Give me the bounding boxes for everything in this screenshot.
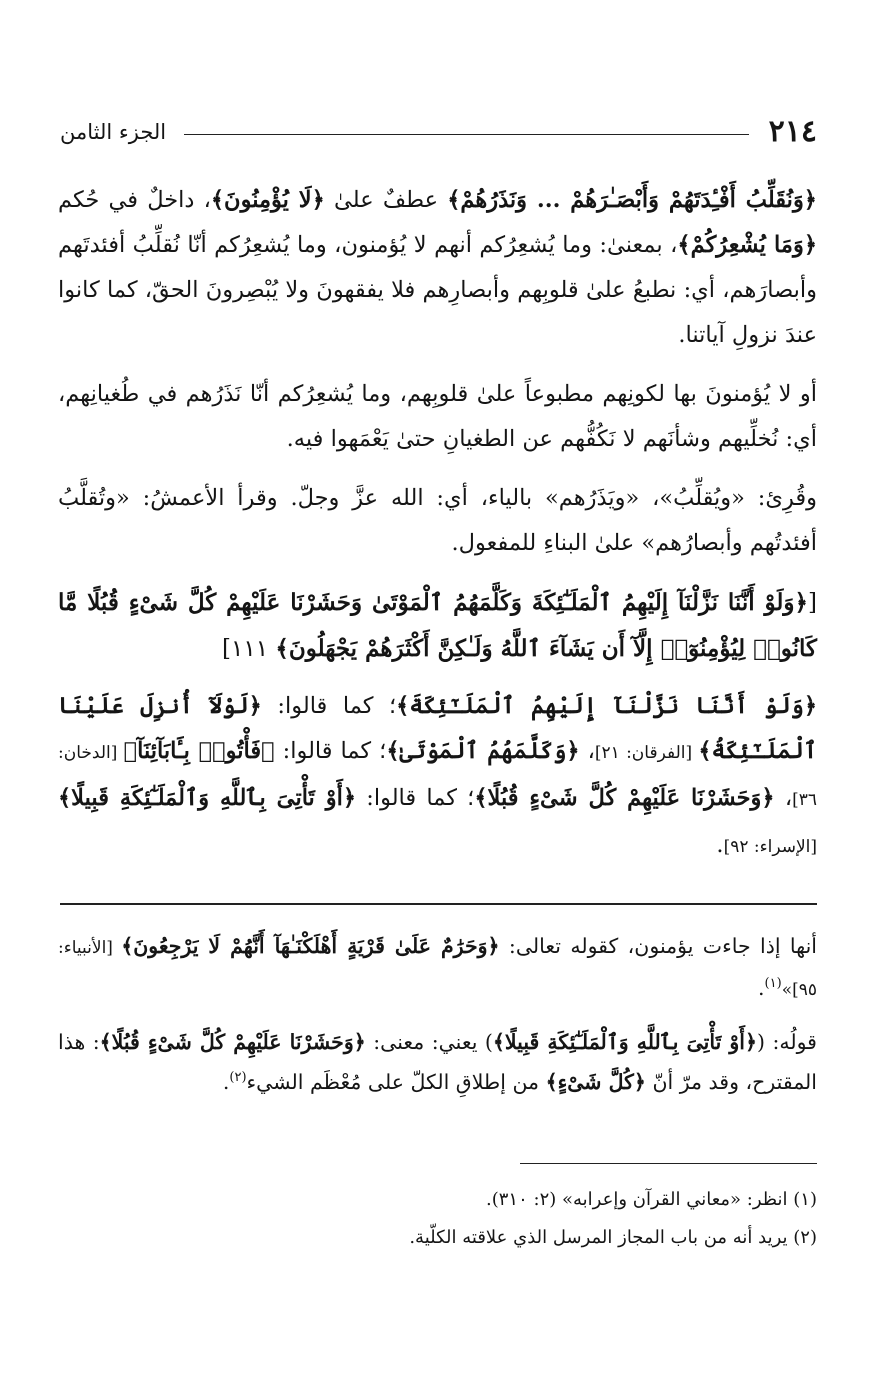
running-header — [60, 112, 817, 152]
text-span: : هذا المقترح، وقد مرّ أنّ — [58, 1030, 817, 1094]
quran-quote: ﴿كُلَّ شَىْءٍ﴾ — [545, 1070, 646, 1094]
quran-quote: ﴿فَأْتُوا۟ بِـَٔابَآئِنَآ﴾ — [123, 738, 275, 764]
quran-quote: ﴿أَوْ تَأْتِىَ بِٱللَّهِ وَٱلْمَلَـٰٓئِكَةِ قَبِيلًا﴾ — [492, 1030, 757, 1054]
footnote-rule — [520, 1163, 817, 1164]
footnotes — [58, 1182, 817, 1258]
surah-reference: [الفرقان: ٢١] — [594, 743, 699, 763]
text-span: أنها إذا جاءت يؤمنون، كقوله تعالى: — [499, 934, 817, 958]
commentary-paragraph-1 — [58, 926, 817, 1010]
quran-quote: ﴿وَحَشَرْنَا عَلَيْهِمْ كُلَّ شَىْءٍ قُبُلًا﴾ — [474, 785, 775, 811]
footnote-marker: (٢) — [229, 1070, 247, 1086]
text-span: . — [222, 1070, 230, 1094]
page-number: ٢١٤ — [768, 114, 817, 149]
main-text — [58, 178, 817, 884]
commentary-divider — [60, 903, 817, 905]
quran-quote: ﴿وَحَرَٰمٌ عَلَىٰ قَرْيَةٍ أَهْلَكْنَـٰهَآ أَنَّهُمْ لَا يَرْجِعُونَ﴾ — [121, 934, 500, 958]
text-span: ، — [579, 738, 595, 764]
text-span: . — [716, 832, 724, 858]
quran-quote: ﴿وَحَشَرْنَا عَلَيْهِمْ كُلَّ شَىْءٍ قُبُلًا﴾ — [99, 1030, 366, 1054]
surah-reference: [الإسراء: ٩٢] — [723, 837, 817, 857]
commentary-text — [58, 926, 817, 1114]
commentary-paragraph-2 — [58, 1022, 817, 1102]
surah-reference: [الدخان: ٣٦] — [58, 743, 817, 810]
surah-reference: [الأنبياء: ٩٥]» — [58, 938, 817, 1000]
footnote-1: (١) انظر: «معاني القرآن وإعرابه» (٢: ٣١٠). — [486, 1189, 817, 1210]
verse-number: ١١١] — [222, 636, 276, 662]
quran-quote: ﴿وَمَا يُشْعِرُكُمْ﴾ — [677, 232, 818, 258]
paragraph-1 — [58, 178, 817, 358]
text-span: عطفٌ علىٰ — [324, 187, 448, 213]
quran-quote: ﴿وَلَوْ أَنَّنَا نَزَّلْنَآ إِلَيْهِمُ ٱلْمَلَـٰٓئِكَةَ﴾ — [396, 693, 818, 719]
footnote-2: (٢) يريد أنه من باب المجاز المرسل الذي علاقته الكلّية. — [409, 1227, 817, 1248]
quran-quote: ﴿لَوْلَآ أُنزِلَ عَلَيْنَا ٱلْمَلَـٰٓئِكَةُ﴾ — [58, 693, 818, 764]
text-span: قولُه: ( — [757, 1030, 817, 1054]
quran-quote: ﴿وَكَلَّمَهُمُ ٱلْمَوْتَىٰ﴾ — [386, 738, 580, 764]
text-span: ) يعني: معنى: — [365, 1030, 493, 1054]
bracket-open: [ — [808, 590, 817, 616]
quran-quote: ﴿أَوْ تَأْتِىَ بِٱللَّهِ وَٱلْمَلَـٰٓئِكَةِ قَبِيلًا﴾ — [58, 785, 357, 811]
text-span: ؛ كما قالوا: — [261, 693, 397, 719]
quran-quote: ﴿وَنُقَلِّبُ أَفْـِٔدَتَهُمْ وَأَبْصَـٰرَهُمْ ... وَنَذَرُهُمْ﴾ — [447, 187, 817, 213]
text-span: ، بمعنىٰ: وما يُشعِرُكم أنهم لا يُؤمنون، وما يُشعِرُكم أنّا نُقلِّبُ أفئدتَهم وأبصارَهم، أي: نطبعُ علىٰ قلوبِهم وأبصارِهم فلا يفقهونَ ولا يُبْصِرونَ الحقّ، كما كانوا عندَ نزولِ آياتنا. — [58, 232, 817, 348]
paragraph-5 — [58, 684, 817, 870]
text-span: . — [758, 976, 765, 1000]
quran-verse: ﴿وَلَوْ أَنَّنَا نَزَّلْنَآ إِلَيْهِمُ ٱلْمَلَـٰٓئِكَةَ وَكَلَّمَهُمُ ٱلْمَوْتَىٰ وَحَشَرْنَا عَلَيْهِمْ كُلَّ شَىْءٍ قُبُلًا مَّا كَانُوا۟ لِيُؤْمِنُوٓا۟ إِلَّآ أَن يَشَآءَ ٱللَّهُ وَلَـٰكِنَّ أَكْثَرَهُمْ يَجْهَلُونَ﴾ — [58, 589, 817, 662]
quran-quote: ﴿لَا يُؤْمِنُونَ﴾ — [210, 187, 325, 213]
header-rule — [184, 134, 749, 135]
footnote-marker: (١) — [764, 976, 782, 992]
text-span: ، — [774, 785, 793, 811]
part-title: الجزء الثامن — [60, 120, 167, 144]
paragraph-3: وقُرِئ: «ويُقلِّبُ»، «ويَذَرُهم» بالياء، أي: الله عزَّ وجلّ. وقرأ الأعمشُ: «وتُقلَّبُ أفئدتُهم وأبصارُهم» علىٰ البناءِ للمفعول. — [58, 485, 817, 556]
text-span: ؛ كما قالوا: — [274, 738, 387, 764]
text-span: ؛ كما قالوا: — [356, 785, 475, 811]
verse-111 — [58, 580, 817, 672]
text-span: ، داخلٌ في حُكم — [58, 187, 211, 213]
paragraph-2: أو لا يُؤمنونَ بها لكونِهم مطبوعاً علىٰ قلوبِهم، وما يُشعِرُكم أنّا نَذَرُهم في طُغيانِهم، أي: نُخلِّيهم وشأنَهم لا نَكُفُّهم عن الطغيانِ حتىٰ يَعْمَهوا فيه. — [58, 381, 817, 452]
text-span: من إطلاقِ الكلّ على مُعْظَم الشيء — [246, 1070, 546, 1094]
